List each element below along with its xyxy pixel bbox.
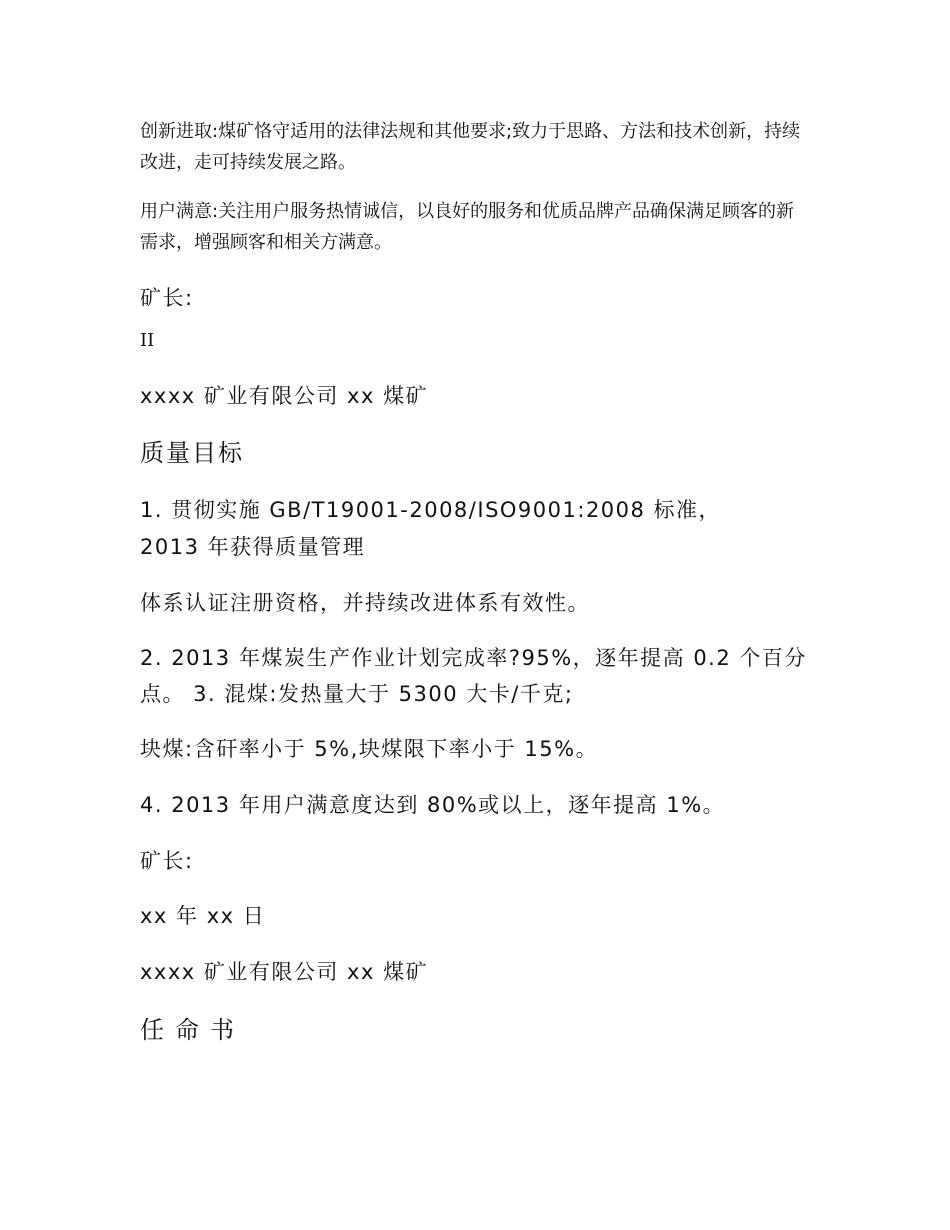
- goal-1-line-2: 2013 年获得质量管理: [140, 535, 366, 559]
- date-line: xx 年 xx 日: [140, 904, 266, 928]
- goal-4: 4. 2013 年用户满意度达到 80%或以上，逐年提高 1%。: [140, 793, 726, 817]
- goal-1-continuation: 体系认证注册资格，并持续改进体系有效性。: [140, 591, 590, 615]
- goal-3-continuation: 块煤:含矸率小于 5%,块煤限下率小于 15%。: [140, 737, 599, 761]
- appointment-letter-title: 任命书: [140, 1016, 245, 1044]
- goal-2-and-3: 2. 2013 年煤炭生产作业计划完成率?95%，逐年提高 0.2 个百分点。 3. 混煤:发热量大于 5300 大卡/千克;: [140, 646, 807, 706]
- company-name: xxxx 矿业有限公司 xx 煤矿: [140, 384, 429, 408]
- mine-director-label-2: 矿长:: [140, 849, 194, 873]
- paragraph-innovation: 创新进取:煤矿恪守适用的法律法规和其他要求;致力于思路、方法和技术创新，持续改进，走可持续发展之路。: [140, 121, 801, 173]
- section-title-quality-objectives: 质量目标: [140, 439, 244, 467]
- paragraph-user-satisfaction: 用户满意:关注用户服务热情诚信，以良好的服务和优质品牌产品确保满足顾客的新需求，增强顾客和相关方满意。: [140, 201, 795, 253]
- page-number-roman: II: [140, 330, 155, 351]
- goal-1-line-1: 1. 贯彻实施 GB/T19001-2008/ISO9001:2008 标准，: [140, 498, 722, 522]
- company-name-2: xxxx 矿业有限公司 xx 煤矿: [140, 960, 429, 984]
- mine-director-label: 矿长:: [140, 286, 194, 310]
